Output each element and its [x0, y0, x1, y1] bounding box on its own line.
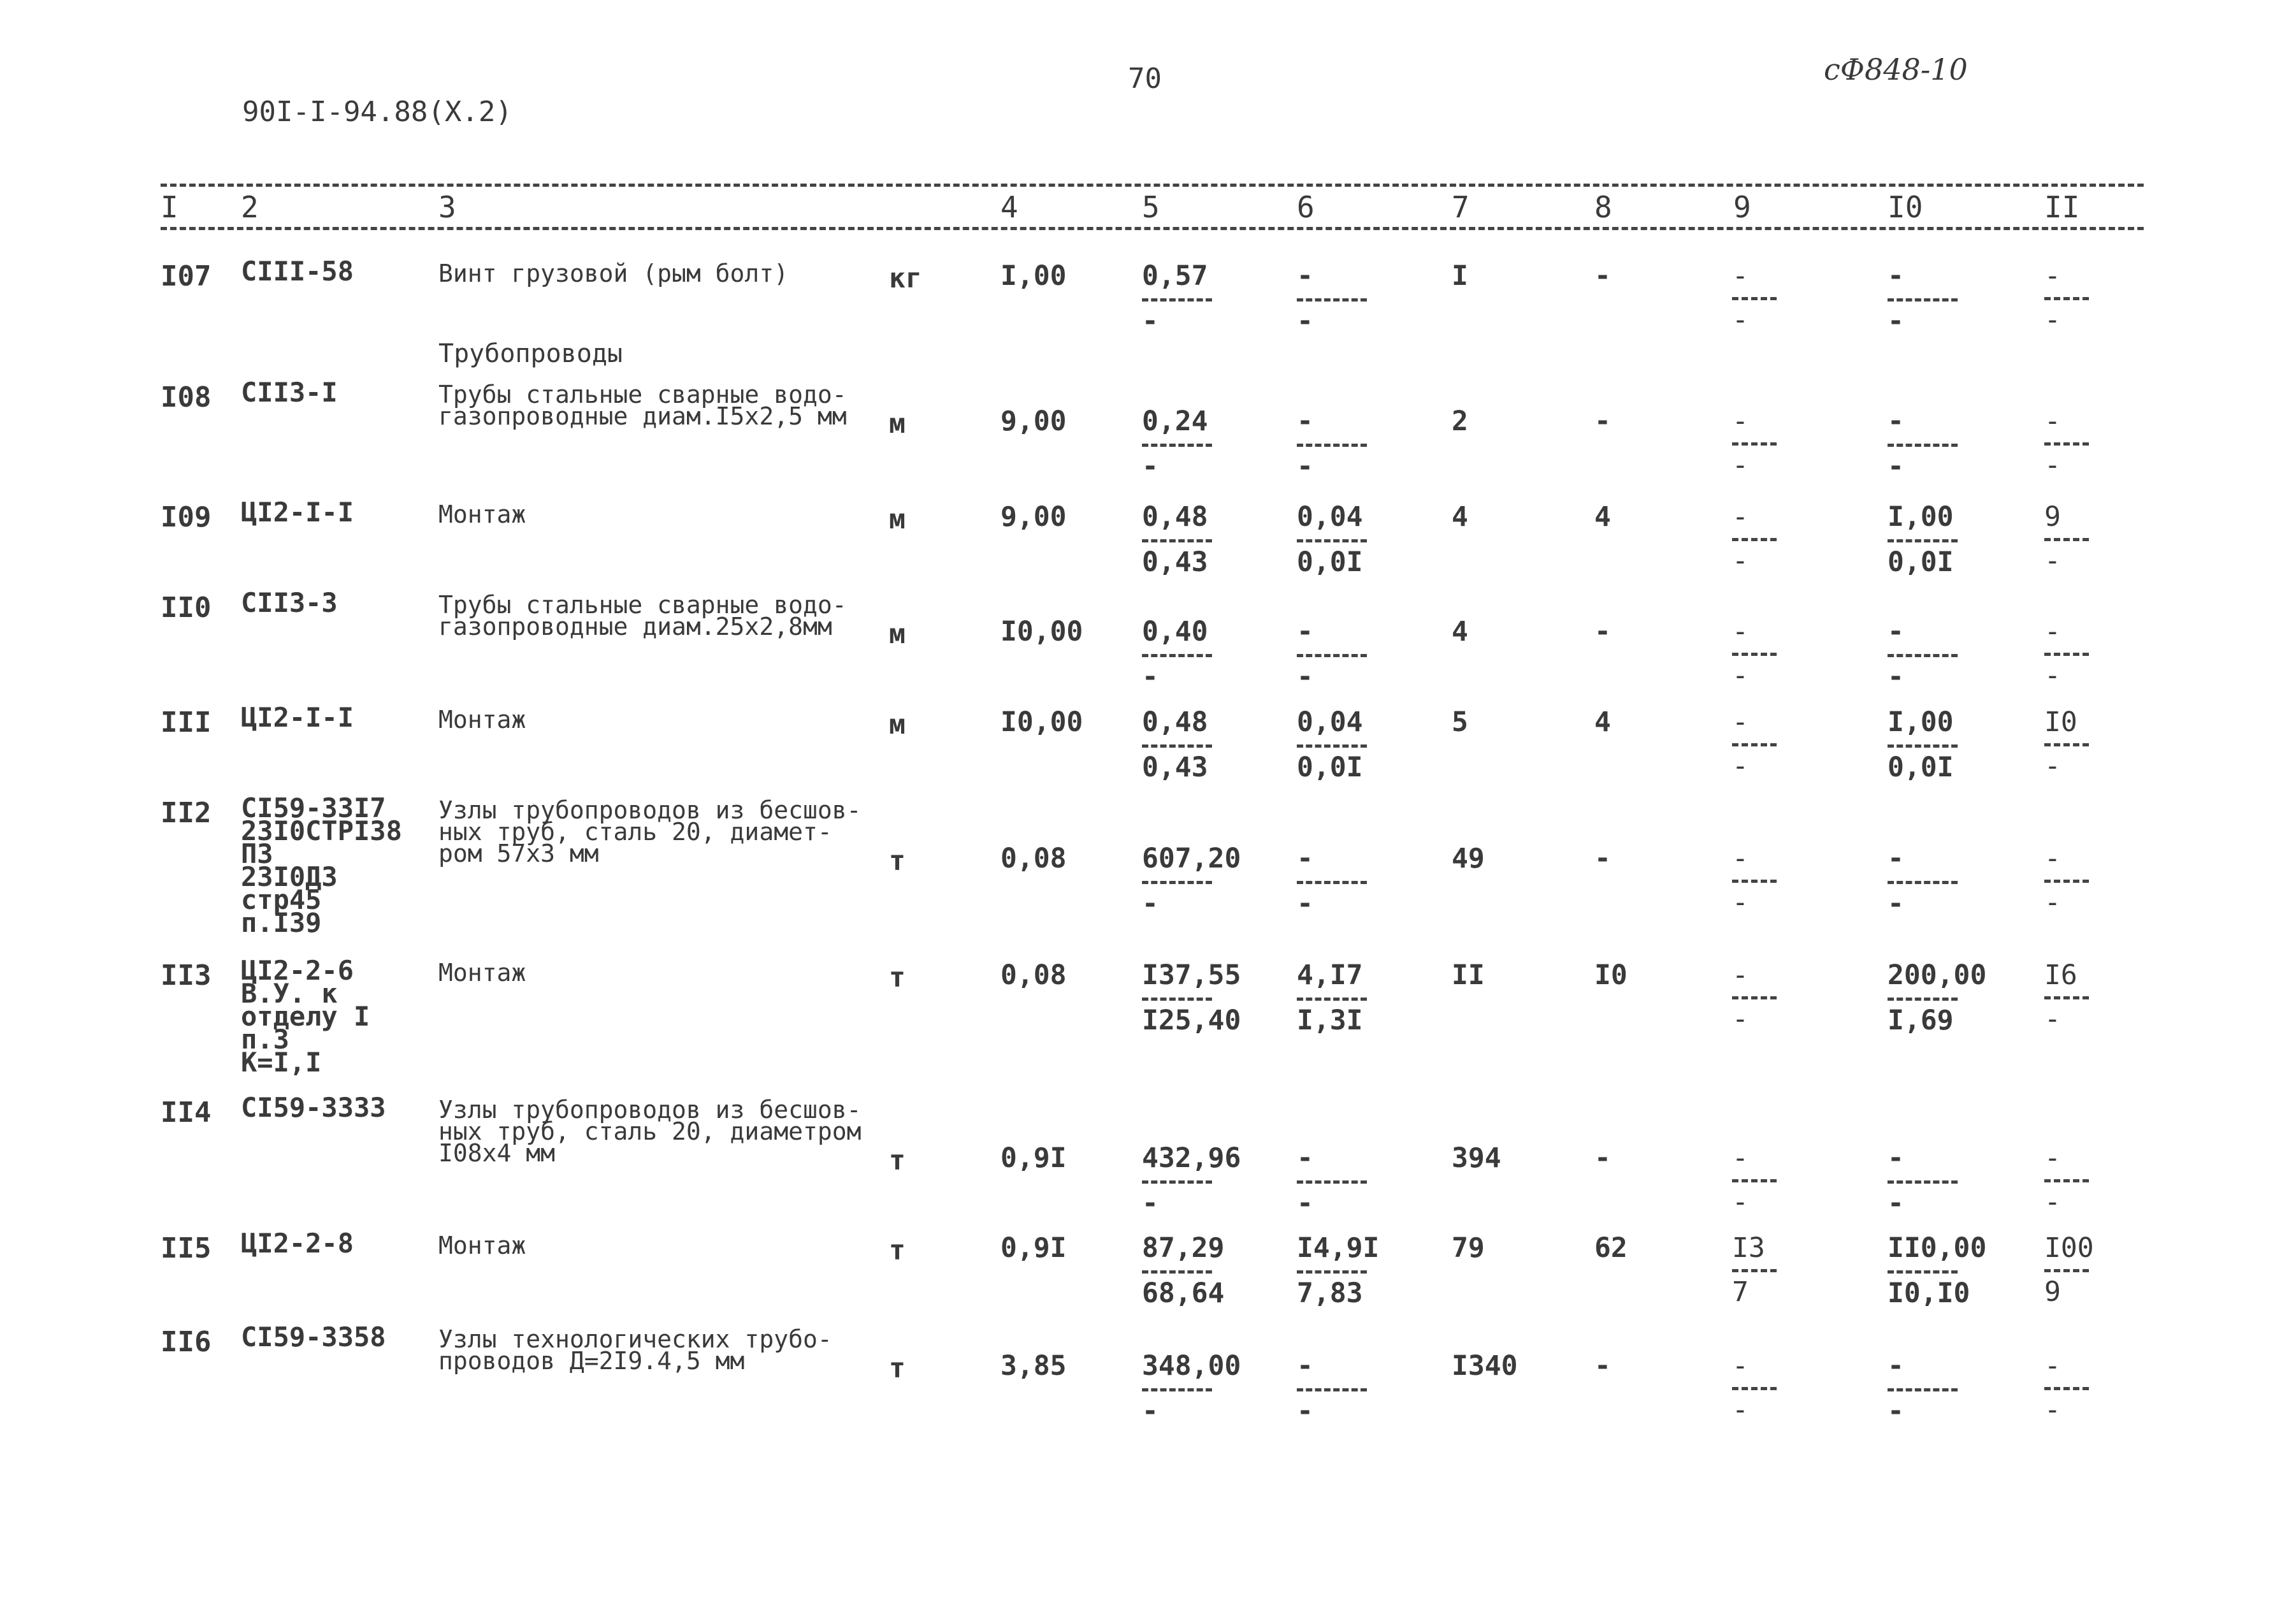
col5-value-numerator: 0,57: [1142, 260, 1208, 292]
col9-value-numerator: -: [1732, 616, 1749, 648]
col9-value: [1732, 1142, 1777, 1218]
row-number: I07: [161, 260, 212, 293]
col5-value-numerator: 0,40: [1142, 616, 1208, 648]
col6-value-divider: [1297, 539, 1367, 542]
col6-value-denominator: -: [1297, 1395, 1313, 1427]
row-number: II4: [161, 1096, 212, 1129]
col9-value-divider: [1732, 653, 1777, 656]
unit: т: [889, 845, 906, 877]
col5-value-denominator: -: [1142, 451, 1159, 483]
col9-value-denominator: -: [1732, 1394, 1749, 1426]
quantity: 9,00: [1000, 501, 1067, 533]
col5-value-numerator: I37,55: [1142, 959, 1241, 991]
col10-value: [1888, 260, 1958, 337]
col10-value-denominator: -: [1888, 1187, 1904, 1219]
item-description: Монтаж: [438, 706, 526, 734]
col9-value: [1732, 616, 1777, 692]
norm-code: CI59-3333: [241, 1092, 386, 1123]
col11-value-denominator: -: [2044, 660, 2061, 692]
col10-value-divider: [1888, 539, 1958, 542]
col5-value: [1142, 1142, 1241, 1219]
col11-value-divider: [2044, 743, 2089, 746]
col10-value-numerator: II0,00: [1888, 1232, 1987, 1264]
col5-value: [1142, 501, 1212, 578]
col10-value-denominator: 0,0I: [1888, 751, 1954, 783]
norm-code: ЦI2-I-I: [241, 702, 354, 733]
col10-value-divider: [1888, 1270, 1958, 1274]
col11-value-numerator: -: [2044, 405, 2061, 437]
norm-code: CI59-33I7 23I0CTPI38 ПЗ 23I0ДЗ стр45 п.I39: [241, 792, 402, 938]
item-description: Узлы технологических трубо- проводов Д=2I9.4,5 мм: [438, 1325, 832, 1375]
col11-value: [2044, 1142, 2089, 1218]
col6-value-numerator: -: [1297, 260, 1313, 292]
col11-value-divider: [2044, 442, 2089, 446]
col11-value-denominator: -: [2044, 1186, 2061, 1218]
col10-value-divider: [1888, 881, 1958, 884]
item-description: Монтаж: [438, 1231, 526, 1260]
col8-value: 62: [1594, 1232, 1628, 1264]
row-number: II5: [161, 1232, 212, 1265]
col9-value: [1732, 260, 1777, 336]
col10-value-denominator: -: [1888, 888, 1904, 920]
col6-value-divider: [1297, 1388, 1367, 1391]
col8-value: -: [1594, 405, 1611, 437]
col11-value-denominator: -: [2044, 1003, 2061, 1035]
norm-code: ЦI2-2-8: [241, 1228, 354, 1259]
column-header-9: 9: [1733, 190, 1751, 224]
col8-value: -: [1594, 616, 1611, 648]
col6-value-numerator: I4,9I: [1297, 1232, 1380, 1264]
col5-value-numerator: 87,29: [1142, 1232, 1225, 1264]
col11-value: [2044, 1232, 2094, 1308]
col6-value-numerator: -: [1297, 405, 1313, 437]
col7-value: 4: [1452, 616, 1468, 648]
header-top-rule: [161, 184, 2144, 187]
quantity: I,00: [1000, 260, 1067, 292]
col10-value-numerator: -: [1888, 405, 1904, 437]
col10-value-numerator: -: [1888, 616, 1904, 648]
col6-value: [1297, 1142, 1367, 1219]
col5-value: [1142, 959, 1241, 1036]
col9-value-denominator: -: [1732, 545, 1749, 577]
col9-value-denominator: -: [1732, 1003, 1749, 1035]
col5-value-denominator: -: [1142, 661, 1159, 693]
col11-value-numerator: -: [2044, 1350, 2061, 1382]
col11-value-denominator: -: [2044, 545, 2061, 577]
col7-value: 5: [1452, 706, 1468, 738]
col9-value-numerator: -: [1732, 1142, 1749, 1174]
col9-value-numerator: -: [1732, 260, 1749, 292]
col9-value: [1732, 959, 1777, 1035]
quantity: I0,00: [1000, 616, 1083, 648]
column-header-7: 7: [1452, 190, 1469, 224]
col5-value-numerator: 0,48: [1142, 706, 1208, 738]
col9-value-divider: [1732, 743, 1777, 746]
col9-value-divider: [1732, 996, 1777, 999]
norm-code: CII3-I: [241, 377, 338, 408]
col11-value-numerator: -: [2044, 616, 2061, 648]
col5-value-divider: [1142, 1388, 1212, 1391]
col5-value-divider: [1142, 298, 1212, 301]
col9-value-divider: [1732, 1179, 1777, 1182]
col5-value-divider: [1142, 444, 1212, 447]
section-title: Трубопроводы: [438, 339, 623, 368]
col5-value-denominator: 0,43: [1142, 546, 1208, 578]
col6-value-divider: [1297, 998, 1367, 1001]
col11-value-numerator: -: [2044, 1142, 2061, 1174]
col6-value-denominator: -: [1297, 305, 1313, 337]
col11-value: [2044, 959, 2089, 1035]
col10-value: [1888, 616, 1958, 693]
col6-value-divider: [1297, 1180, 1367, 1184]
col10-value-divider: [1888, 744, 1958, 748]
col6-value-numerator: -: [1297, 1142, 1313, 1174]
col10-value-denominator: -: [1888, 451, 1904, 483]
col11-value-numerator: I6: [2044, 959, 2077, 991]
col9-value-denominator: 7: [1732, 1276, 1749, 1308]
item-description: Трубы стальные сварные водо- газопроводные диам.I5х2,5 мм: [438, 381, 847, 430]
col9-value-numerator: I3: [1732, 1232, 1765, 1264]
row-number: I08: [161, 381, 212, 414]
col9-value-numerator: -: [1732, 405, 1749, 437]
col8-value: -: [1594, 1142, 1611, 1174]
quantity: 3,85: [1000, 1350, 1067, 1382]
col11-value-divider: [2044, 297, 2089, 300]
col5-value-divider: [1142, 881, 1212, 884]
col11-value-divider: [2044, 653, 2089, 656]
col6-value-divider: [1297, 298, 1367, 301]
col8-value: I0: [1594, 959, 1628, 991]
col10-value: [1888, 843, 1958, 920]
col6-value: [1297, 501, 1367, 578]
column-header-10: I0: [1888, 190, 1923, 224]
col6-value-divider: [1297, 881, 1367, 884]
column-header-11: II: [2044, 190, 2080, 224]
col10-value-divider: [1888, 444, 1958, 447]
col10-value-divider: [1888, 998, 1958, 1001]
unit: м: [889, 709, 906, 741]
col6-value-numerator: 0,04: [1297, 706, 1363, 738]
col9-value-denominator: -: [1732, 449, 1749, 481]
col11-value: [2044, 1350, 2089, 1426]
col9-value-denominator: -: [1732, 304, 1749, 336]
item-description: Монтаж: [438, 959, 526, 987]
col7-value: II: [1452, 959, 1485, 991]
col11-value-numerator: -: [2044, 843, 2061, 875]
unit: м: [889, 618, 906, 650]
column-header-3: 3: [438, 190, 456, 224]
col10-value-denominator: I,69: [1888, 1005, 1954, 1036]
col9-value-numerator: -: [1732, 1350, 1749, 1382]
item-description: Монтаж: [438, 500, 526, 528]
col7-value: I340: [1452, 1350, 1518, 1382]
archive-stamp: сФ848-10: [1824, 52, 1968, 87]
norm-code: ЦI2-I-I: [241, 497, 354, 528]
col6-value-numerator: 4,I7: [1297, 959, 1363, 991]
col9-value: [1732, 1350, 1777, 1426]
col5-value: [1142, 1232, 1225, 1309]
item-description: Узлы трубопроводов из бесшов- ных труб, сталь 20, диамет- ром 57х3 мм: [438, 796, 862, 868]
col5-value-numerator: 0,24: [1142, 405, 1208, 437]
col9-value-divider: [1732, 880, 1777, 883]
col9-value-denominator: -: [1732, 660, 1749, 692]
col5-value-denominator: I25,40: [1142, 1005, 1241, 1036]
col8-value: -: [1594, 1350, 1611, 1382]
quantity: 0,08: [1000, 843, 1067, 875]
col7-value: I: [1452, 260, 1468, 292]
col10-value: [1888, 959, 1987, 1036]
col5-value-denominator: 68,64: [1142, 1277, 1225, 1309]
col6-value-numerator: 0,04: [1297, 501, 1363, 533]
col5-value: [1142, 843, 1241, 920]
col11-value: [2044, 706, 2089, 782]
col10-value-numerator: -: [1888, 843, 1904, 875]
col10-value-denominator: -: [1888, 1395, 1904, 1427]
unit: м: [889, 408, 906, 440]
row-number: II3: [161, 959, 212, 992]
col10-value-divider: [1888, 298, 1958, 301]
col11-value-denominator: -: [2044, 304, 2061, 336]
col6-value-numerator: -: [1297, 1350, 1313, 1382]
unit: т: [889, 962, 906, 994]
col8-value: -: [1594, 260, 1611, 292]
col5-value-denominator: 0,43: [1142, 751, 1208, 783]
col6-value-denominator: -: [1297, 451, 1313, 483]
col6-value-divider: [1297, 744, 1367, 748]
col6-value-numerator: -: [1297, 616, 1313, 648]
col9-value-numerator: -: [1732, 501, 1749, 533]
col11-value-numerator: I00: [2044, 1232, 2094, 1264]
col11-value-divider: [2044, 996, 2089, 999]
col5-value-numerator: 348,00: [1142, 1350, 1241, 1382]
col6-value-divider: [1297, 1270, 1367, 1274]
item-description: Трубы стальные сварные водо- газопроводные диам.25х2,8мм: [438, 591, 847, 641]
col5-value-denominator: -: [1142, 305, 1159, 337]
unit: т: [889, 1145, 906, 1177]
col9-value-denominator: -: [1732, 750, 1749, 782]
unit: кг: [889, 263, 922, 294]
row-number: II0: [161, 592, 212, 624]
row-number: II6: [161, 1326, 212, 1358]
col10-value: [1888, 706, 1958, 783]
col9-value: [1732, 706, 1777, 782]
col10-value: [1888, 1350, 1958, 1427]
col11-value-denominator: -: [2044, 1394, 2061, 1426]
header-bottom-rule: [161, 227, 2144, 230]
col11-value-numerator: -: [2044, 260, 2061, 292]
col6-value-denominator: I,3I: [1297, 1005, 1363, 1036]
col5-value-numerator: 0,48: [1142, 501, 1208, 533]
col11-value-divider: [2044, 1269, 2089, 1272]
col10-value-denominator: -: [1888, 305, 1904, 337]
col10-value-denominator: 0,0I: [1888, 546, 1954, 578]
col6-value-denominator: 7,83: [1297, 1277, 1363, 1309]
col10-value: [1888, 501, 1958, 578]
row-number: II2: [161, 797, 212, 829]
col11-value-divider: [2044, 538, 2089, 541]
col6-value-denominator: -: [1297, 661, 1313, 693]
col10-value-numerator: -: [1888, 1350, 1904, 1382]
col11-value-divider: [2044, 1387, 2089, 1390]
col9-value-numerator: -: [1732, 843, 1749, 875]
col9-value: [1732, 405, 1777, 481]
col5-value: [1142, 260, 1212, 337]
row-number: III: [161, 706, 212, 739]
col5-value: [1142, 1350, 1241, 1427]
col5-value-numerator: 432,96: [1142, 1142, 1241, 1174]
col10-value-divider: [1888, 1388, 1958, 1391]
col9-value-numerator: -: [1732, 706, 1749, 738]
col10-value-numerator: 200,00: [1888, 959, 1987, 991]
column-header-8: 8: [1594, 190, 1612, 224]
col5-value: [1142, 616, 1212, 693]
col11-value: [2044, 501, 2089, 577]
col9-value-numerator: -: [1732, 959, 1749, 991]
col5-value-numerator: 607,20: [1142, 843, 1241, 875]
col8-value: -: [1594, 843, 1611, 875]
col11-value: [2044, 405, 2089, 481]
column-header-5: 5: [1142, 190, 1160, 224]
col7-value: 49: [1452, 843, 1485, 875]
norm-code: CIII-58: [241, 256, 354, 287]
col10-value-numerator: -: [1888, 260, 1904, 292]
col7-value: 394: [1452, 1142, 1501, 1174]
col10-value-denominator: -: [1888, 661, 1904, 693]
col7-value: 4: [1452, 501, 1468, 533]
col5-value-denominator: -: [1142, 1395, 1159, 1427]
col6-value-denominator: -: [1297, 1187, 1313, 1219]
quantity: 0,9I: [1000, 1232, 1067, 1264]
item-description: Винт грузовой (рым болт): [438, 259, 789, 287]
col5-value: [1142, 405, 1212, 483]
col6-value: [1297, 843, 1367, 920]
column-header-1: I: [161, 190, 178, 224]
col9-value-divider: [1732, 538, 1777, 541]
col10-value: [1888, 1232, 1987, 1309]
document-code: 90I-I-94.88(X.2): [242, 96, 512, 128]
col5-value-divider: [1142, 1270, 1212, 1274]
col10-value-numerator: -: [1888, 1142, 1904, 1174]
quantity: 9,00: [1000, 405, 1067, 437]
col10-value-denominator: I0,I0: [1888, 1277, 1970, 1309]
col9-value-divider: [1732, 1269, 1777, 1272]
col8-value: 4: [1594, 706, 1611, 738]
col6-value: [1297, 959, 1367, 1036]
col6-value: [1297, 706, 1367, 783]
col11-value-divider: [2044, 880, 2089, 883]
col9-value: [1732, 501, 1777, 577]
col7-value: 79: [1452, 1232, 1485, 1264]
col6-value: [1297, 260, 1367, 337]
col11-value: [2044, 616, 2089, 692]
col11-value: [2044, 260, 2089, 336]
col6-value-denominator: -: [1297, 888, 1313, 920]
col11-value-numerator: I0: [2044, 706, 2077, 738]
col5-value-denominator: -: [1142, 1187, 1159, 1219]
col8-value: 4: [1594, 501, 1611, 533]
norm-code: CI59-3358: [241, 1321, 386, 1353]
quantity: 0,9I: [1000, 1142, 1067, 1174]
col10-value: [1888, 405, 1958, 483]
col6-value-divider: [1297, 444, 1367, 447]
col5-value-divider: [1142, 744, 1212, 748]
col9-value-denominator: -: [1732, 1186, 1749, 1218]
col5-value: [1142, 706, 1212, 783]
unit: т: [889, 1235, 906, 1267]
row-number: I09: [161, 501, 212, 534]
col10-value: [1888, 1142, 1958, 1219]
column-header-2: 2: [241, 190, 259, 224]
col10-value-divider: [1888, 1180, 1958, 1184]
col9-value: [1732, 843, 1777, 918]
column-header-6: 6: [1297, 190, 1315, 224]
col9-value-divider: [1732, 297, 1777, 300]
col9-value: [1732, 1232, 1777, 1308]
column-header-4: 4: [1000, 190, 1018, 224]
col11-value-divider: [2044, 1179, 2089, 1182]
unit: м: [889, 504, 906, 535]
col6-value-denominator: 0,0I: [1297, 751, 1363, 783]
norm-code: ЦI2-2-6 В.У. к отделу I п.3 К=I,I: [241, 955, 370, 1078]
col9-value-divider: [1732, 442, 1777, 446]
col10-value-numerator: I,00: [1888, 501, 1954, 533]
col11-value: [2044, 843, 2089, 918]
col10-value-numerator: I,00: [1888, 706, 1954, 738]
page-number: 70: [1128, 62, 1162, 95]
col11-value-numerator: 9: [2044, 501, 2061, 533]
col6-value-denominator: 0,0I: [1297, 546, 1363, 578]
col5-value-divider: [1142, 539, 1212, 542]
col11-value-denominator: -: [2044, 449, 2061, 481]
col6-value: [1297, 1232, 1380, 1309]
unit: т: [889, 1353, 906, 1384]
quantity: I0,00: [1000, 706, 1083, 738]
col11-value-denominator: -: [2044, 750, 2061, 782]
col11-value-denominator: 9: [2044, 1276, 2061, 1308]
col10-value-divider: [1888, 654, 1958, 657]
col6-value-numerator: -: [1297, 843, 1313, 875]
item-description: Узлы трубопроводов из бесшов- ных труб, сталь 20, диаметром I08х4 мм: [438, 1096, 862, 1167]
col5-value-divider: [1142, 1180, 1212, 1184]
norm-code: CII3-3: [241, 587, 338, 618]
col6-value-divider: [1297, 654, 1367, 657]
col6-value: [1297, 616, 1367, 693]
col9-value-denominator: -: [1732, 887, 1749, 918]
quantity: 0,08: [1000, 959, 1067, 991]
col5-value-divider: [1142, 654, 1212, 657]
col6-value: [1297, 405, 1367, 483]
col6-value: [1297, 1350, 1367, 1427]
col11-value-denominator: -: [2044, 887, 2061, 918]
col5-value-denominator: -: [1142, 888, 1159, 920]
col9-value-divider: [1732, 1387, 1777, 1390]
col7-value: 2: [1452, 405, 1468, 437]
col5-value-divider: [1142, 998, 1212, 1001]
